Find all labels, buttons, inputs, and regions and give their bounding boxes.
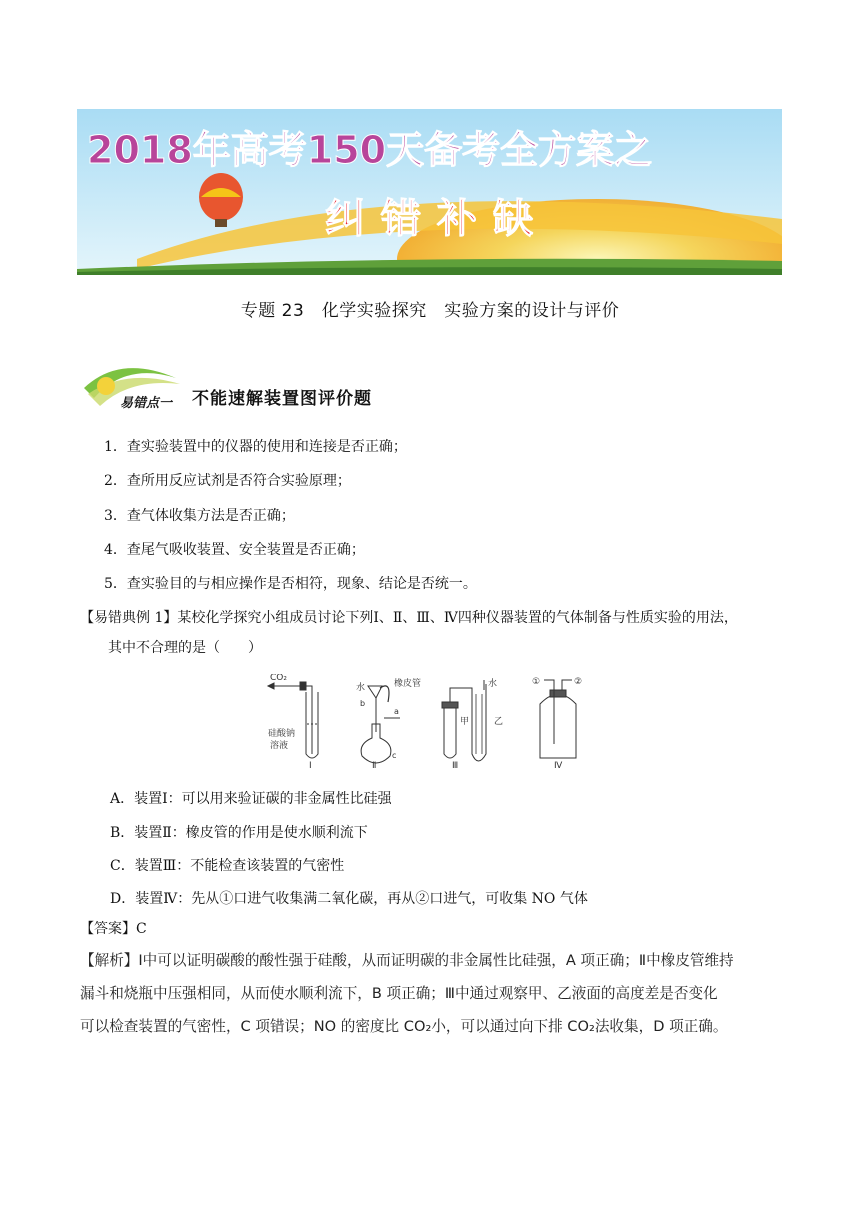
analysis: [80, 944, 792, 1043]
example-label: 【易错典例 1】: [80, 610, 178, 626]
option-a: A．装置Ⅰ：可以用来验证碳的非金属性比硅强: [110, 791, 392, 807]
label-co2: CO₂: [270, 674, 287, 683]
label-solution: 溶液: [270, 741, 289, 751]
option-b: B．装置Ⅱ：橡皮管的作用是使水顺利流下: [110, 825, 368, 841]
label-iv: Ⅳ: [554, 761, 563, 770]
label-port-2: ②: [574, 677, 583, 687]
list-item: 3．查气体收集方法是否正确；: [104, 508, 295, 524]
list-item: 1．查实验装置中的仪器的使用和连接是否正确；: [104, 439, 407, 455]
label-ii: Ⅱ: [372, 761, 377, 770]
analysis-line: 漏斗和烧瓶中压强相同，从而使水顺利流下，B 项正确；Ⅲ中通过观察甲、乙液面的高度差是否变化: [80, 985, 718, 1002]
banner-subtitle: 纠错补缺: [325, 195, 549, 242]
label-sodium-silicate: 硅酸钠: [268, 729, 296, 739]
banner-headline: 2018年高考150天备考全方案之: [87, 128, 653, 172]
analysis-line: 【解析】Ⅰ中可以证明碳酸的酸性强于硅酸，从而证明碳的非金属性比硅强，A 项正确；Ⅱ中橡皮管维持: [80, 952, 734, 969]
option-d: D．装置Ⅳ：先从①口进气收集满二氧化碳，再从②口进气，可收集 NO 气体: [110, 891, 588, 907]
apparatus-ii: [356, 677, 421, 770]
apparatus-i: [268, 674, 318, 770]
label-jia: 甲: [460, 717, 470, 727]
section-heading: [80, 358, 500, 414]
list-item: 4．查尾气吸收装置、安全装置是否正确；: [104, 542, 365, 558]
label-water-iii: 水: [488, 679, 498, 689]
example-question: [80, 603, 790, 663]
label-iii: Ⅲ: [452, 761, 459, 770]
list-item: 5．查实验目的与相应操作是否相符，现象、结论是否统一。: [104, 576, 477, 592]
section-title: 不能速解装置图评价题: [192, 389, 372, 409]
list-item: 2．查所用反应试剂是否符合实验原理；: [104, 473, 351, 489]
label-a: a: [394, 707, 399, 716]
apparatus-iv: [532, 677, 582, 770]
label-port-1: ①: [532, 677, 541, 687]
section-badge: 易错点一: [120, 396, 173, 411]
label-rubber-tube: 橡皮管: [394, 679, 422, 689]
example-stem-continued: 其中不合理的是（ ）: [108, 640, 262, 656]
example-stem: 某校化学探究小组成员讨论下列Ⅰ、Ⅱ、Ⅲ、Ⅳ四种仪器装置的气体制备与性质实验的用法，: [177, 610, 738, 626]
option-c: C．装置Ⅲ：不能检查该装置的气密性: [110, 858, 345, 874]
document-title: 专题 23 化学实验探究 实验方案的设计与评价: [240, 301, 620, 321]
label-yi: 乙: [494, 717, 504, 727]
label-water-ii: 水: [356, 683, 366, 693]
label-c: c: [392, 751, 397, 760]
label-i: Ⅰ: [309, 761, 312, 770]
header-banner: [77, 109, 782, 275]
answer: 【答案】C: [80, 921, 147, 937]
label-b: b: [360, 699, 366, 708]
apparatus-iii: [442, 677, 503, 770]
analysis-line: 可以检查装置的气密性，C 项错误；NO 的密度比 CO₂小，可以通过向下排 CO₂法收集，D 项正确。: [80, 1018, 728, 1035]
apparatus-figure: [260, 674, 605, 770]
